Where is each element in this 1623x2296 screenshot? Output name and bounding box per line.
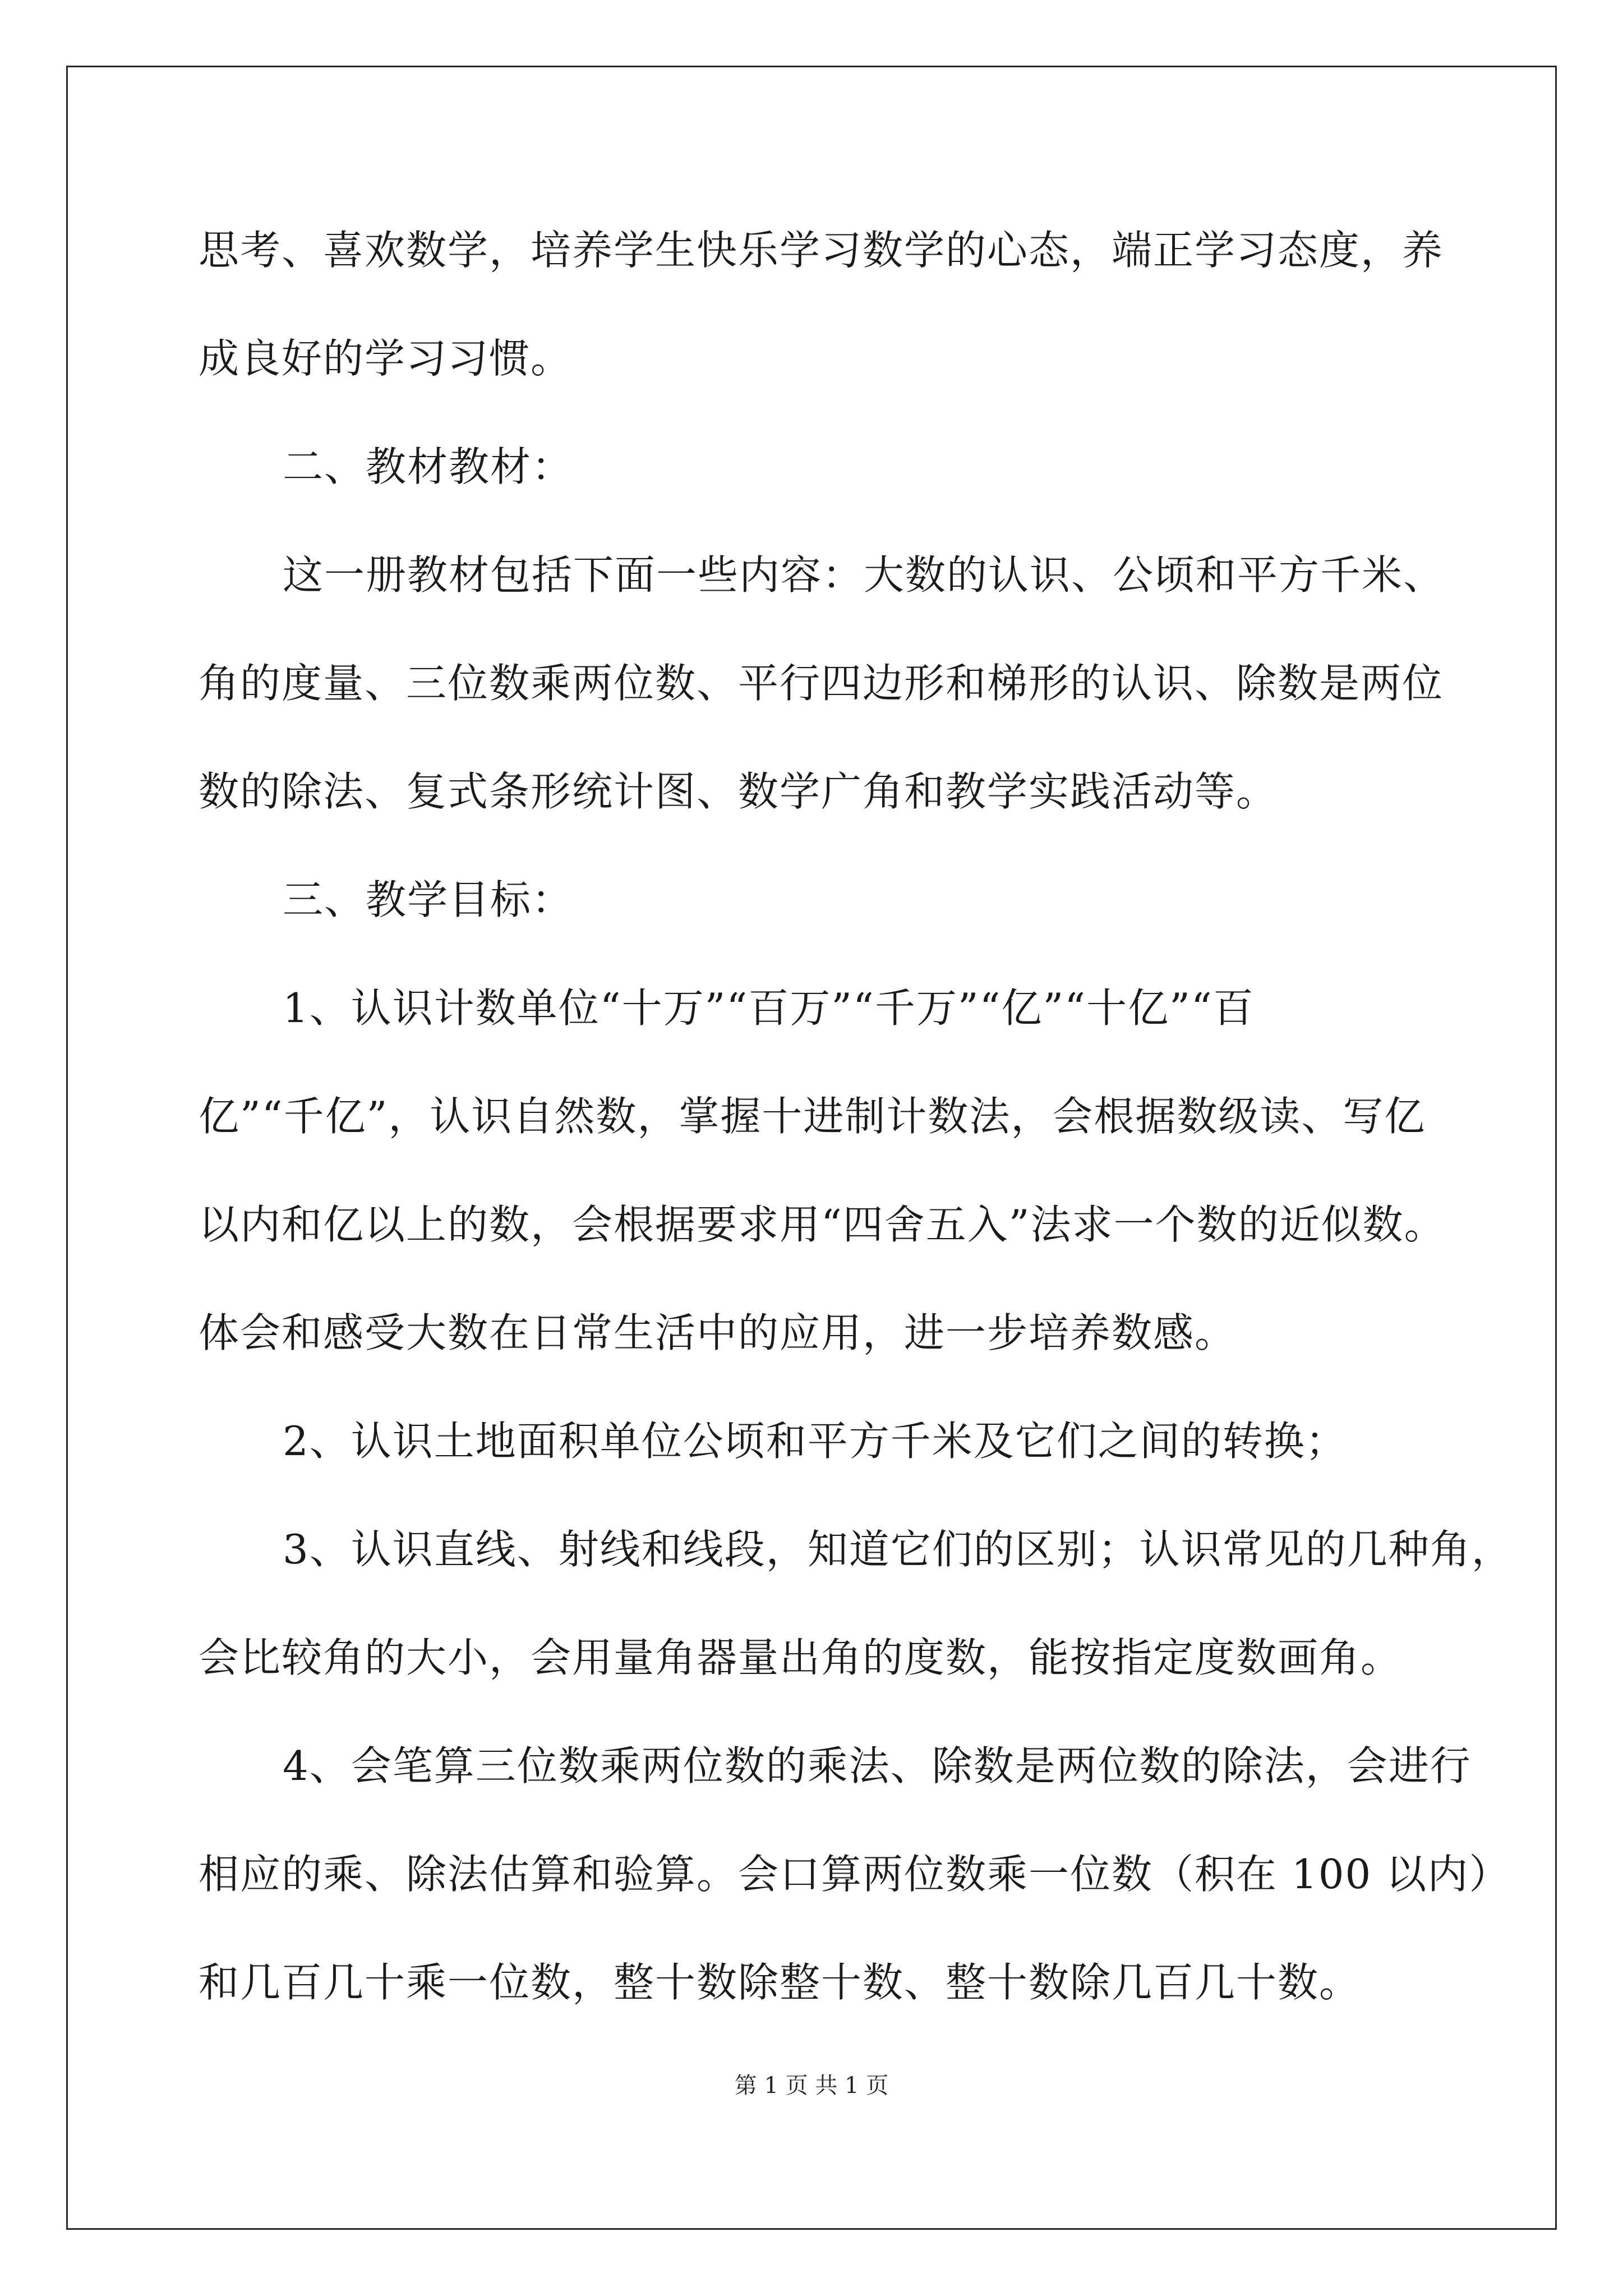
body-line: 2、认识土地面积单位公顷和平方千米及它们之间的转换； (283, 1418, 1347, 1465)
section-heading: 三、教学目标： (283, 876, 574, 923)
body-line: 思考、喜欢数学，培养学生快乐学习数学的心态，端正学习态度，养 (199, 227, 1444, 274)
body-line: 成良好的学习习惯。 (199, 335, 573, 382)
body-line: 和几百几十乘一位数，整十数除整十数、整十数除几百几十数。 (199, 1959, 1361, 2006)
body-line: 会比较角的大小，会用量角器量出角的度数，能按指定度数画角。 (199, 1634, 1403, 1681)
body-line: 1、认识计数单位“十万”“百万”“千万”“亿”“十亿”“百 (283, 984, 1255, 1032)
body-line: 以内和亿以上的数，会根据要求用“四舍五入”法求一个数的近似数。 (199, 1201, 1446, 1248)
body-line: 数的除法、复式条形统计图、数学广角和教学实践活动等。 (199, 768, 1278, 815)
page-number-footer: 第 1 页 共 1 页 (734, 2073, 889, 2099)
body-line: 4、会笔算三位数乘两位数的乘法、除数是两位数的除法，会进行 (283, 1742, 1472, 1789)
page-border (66, 66, 1557, 2230)
body-line: 亿”“千亿”，认识自然数，掌握十进制计数法，会根据数级读、写亿 (199, 1093, 1426, 1140)
body-line: 相应的乘、除法估算和验算。会口算两位数乘一位数（积在 100 以内） (199, 1851, 1511, 1898)
section-heading: 二、教材教材： (283, 443, 574, 490)
body-line: 角的度量、三位数乘两位数、平行四边形和梯形的认识、除数是两位 (199, 660, 1444, 707)
body-line: 这一册教材包括下面一些内容：大数的认识、公顷和平方千米、 (283, 551, 1445, 599)
body-line: 3、认识直线、射线和线段，知道它们的区别；认识常见的几种角， (283, 1526, 1513, 1573)
body-line: 体会和感受大数在日常生活中的应用，进一步培养数感。 (199, 1309, 1237, 1356)
